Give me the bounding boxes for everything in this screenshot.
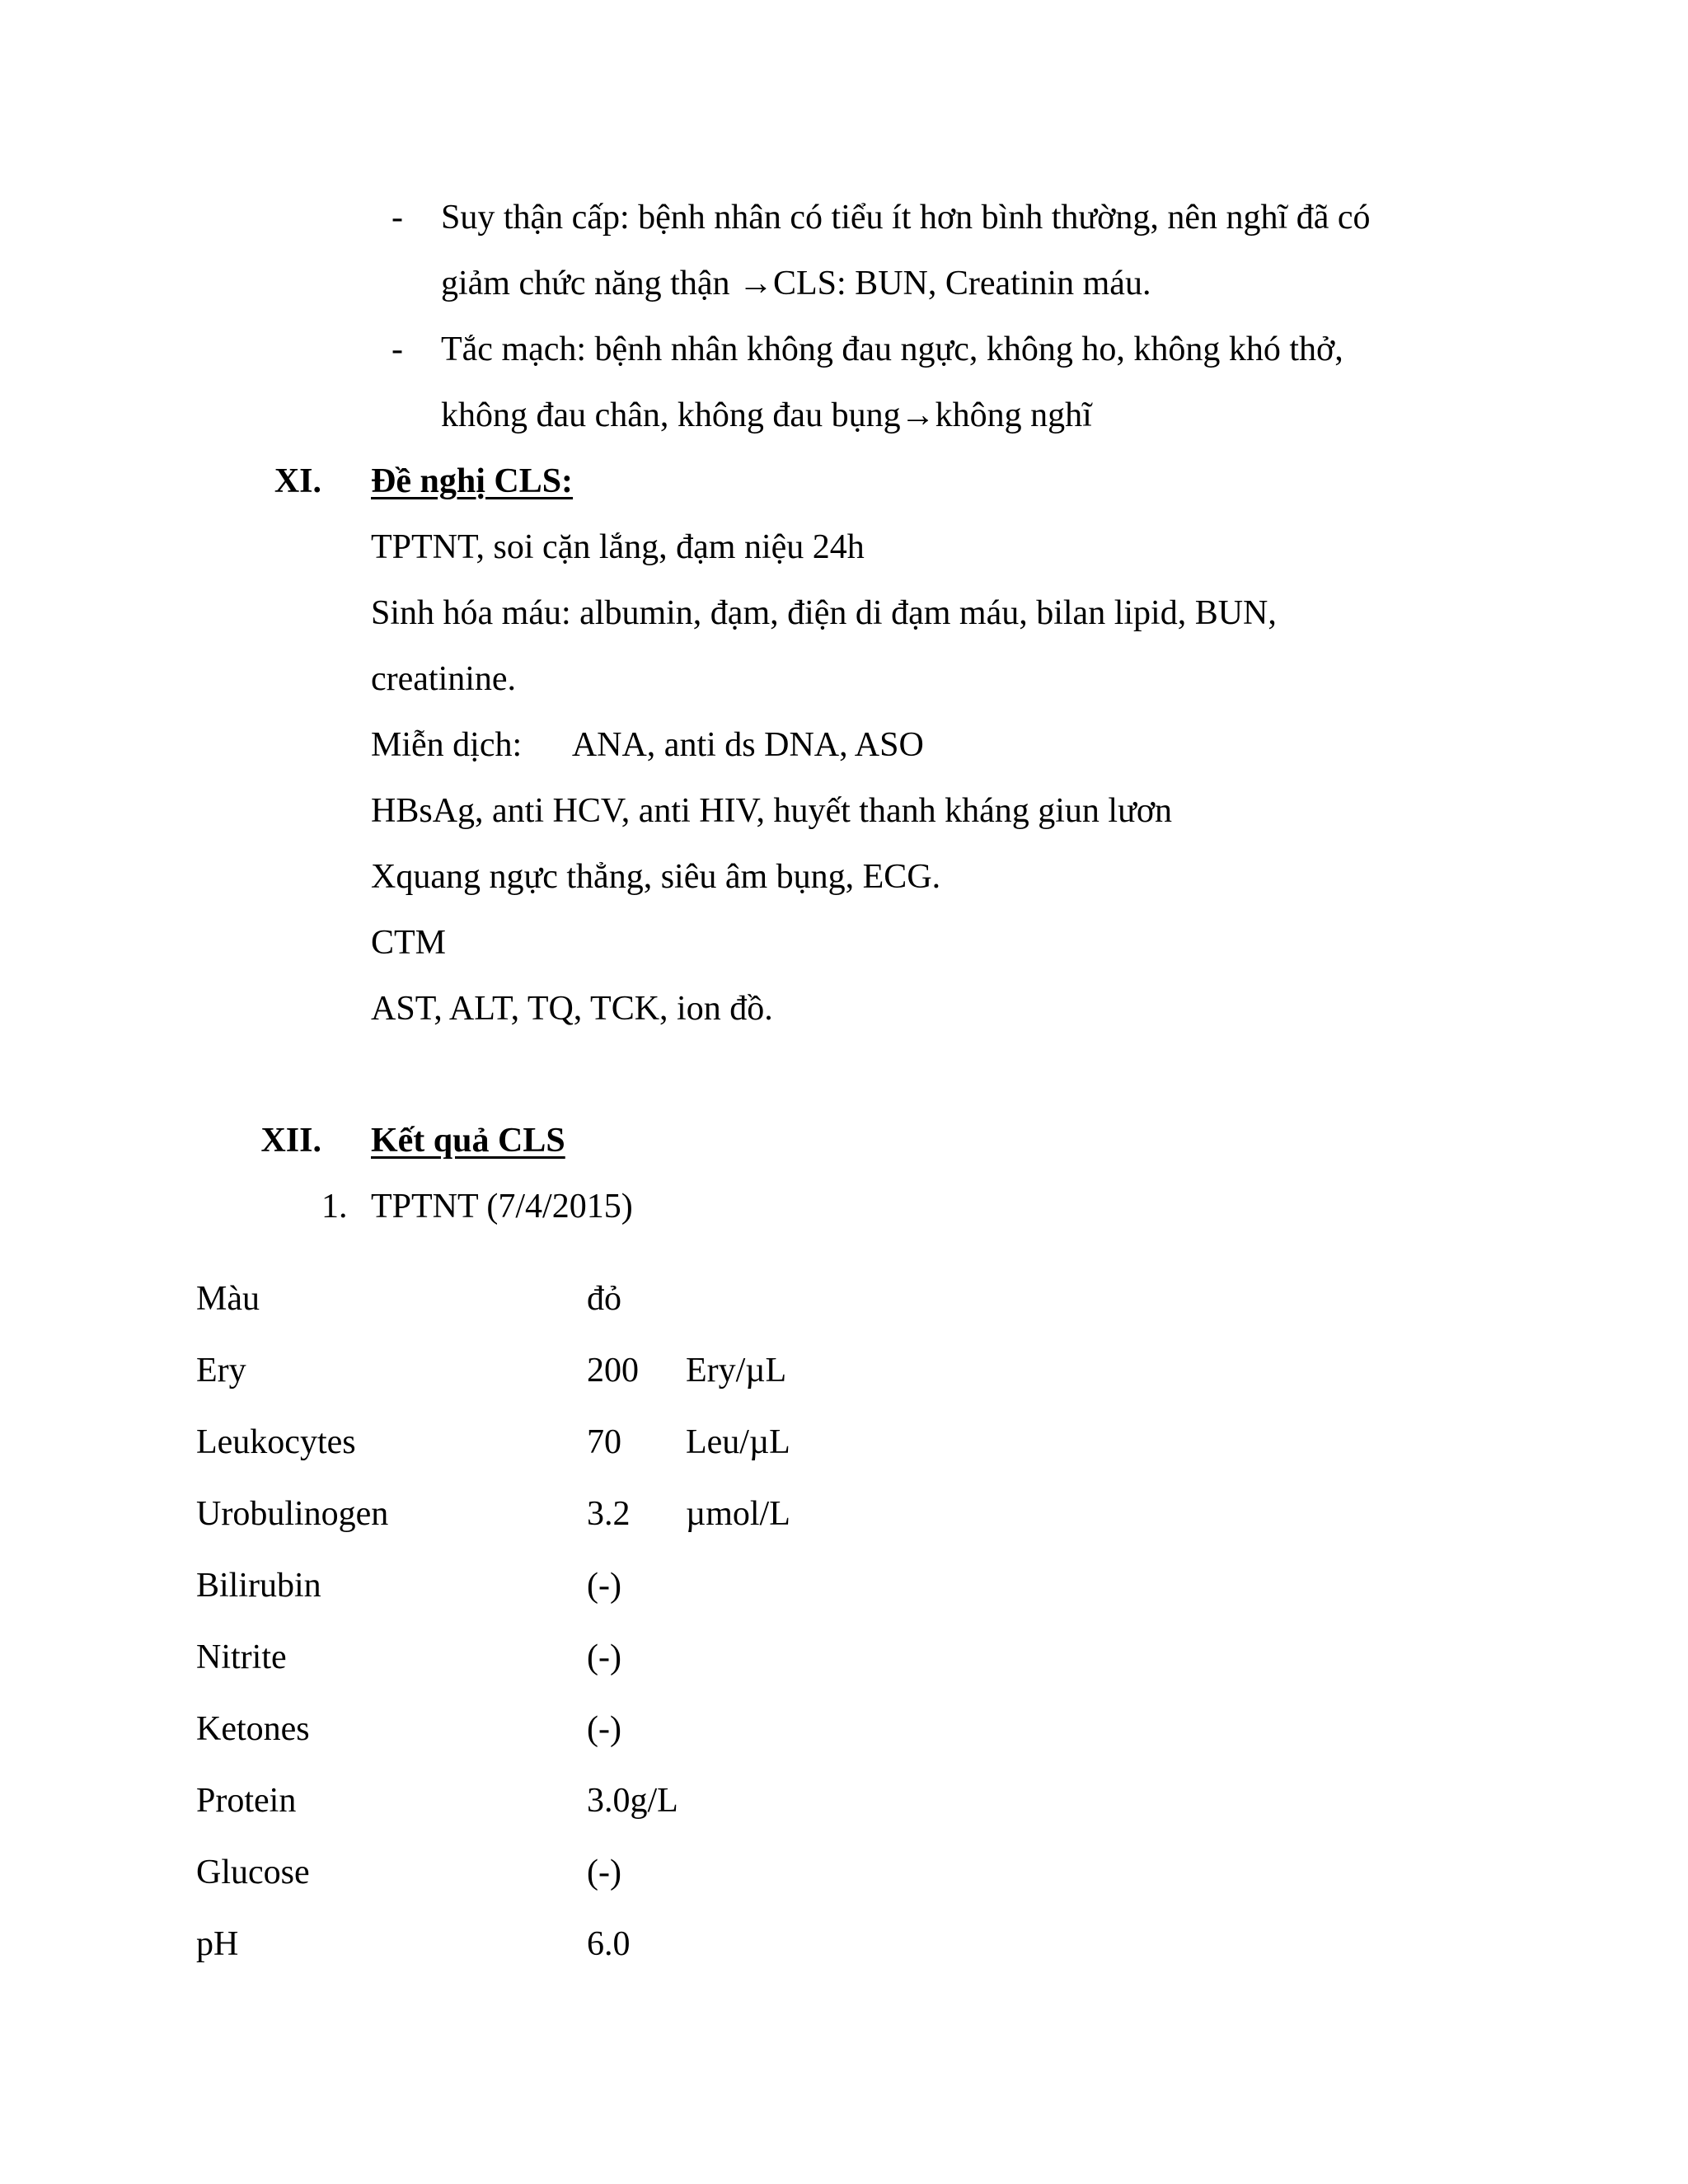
section-xi-title: Đề nghị CLS: <box>371 462 574 500</box>
row-value: 3.0g/L <box>587 1782 678 1820</box>
bullet-dash: - <box>392 199 403 237</box>
bullet-1-line-2: giảm chức năng thận →CLS: BUN, Creatinin máu. <box>441 265 1151 302</box>
bullet-2-line-1: Tắc mạch: bệnh nhân không đau ngực, không ho, không khó thở, <box>441 330 1343 368</box>
row-value: (-) <box>587 1638 621 1676</box>
row-unit: Leu/µL <box>686 1423 790 1461</box>
subsection-number: 1. <box>321 1188 348 1226</box>
row-value: (-) <box>587 1567 621 1605</box>
section-xi-line: Sinh hóa máu: albumin, đạm, điện di đạm máu, bilan lipid, BUN, <box>371 594 1277 632</box>
section-xi-line: Xquang ngực thẳng, siêu âm bụng, ECG. <box>371 858 941 896</box>
section-xi-line: CTM <box>371 924 447 962</box>
row-value: 70 <box>587 1423 621 1461</box>
row-label: pH <box>196 1925 239 1963</box>
section-xi-line: AST, ALT, TQ, TCK, ion đồ. <box>371 990 773 1028</box>
row-value: đỏ <box>587 1280 621 1318</box>
row-label: Bilirubin <box>196 1567 321 1605</box>
row-label: Glucose <box>196 1854 310 1891</box>
bullet-dash: - <box>392 330 403 368</box>
row-value: 3.2 <box>587 1495 631 1533</box>
section-xi-line: creatinine. <box>371 660 517 698</box>
row-label: Ketones <box>196 1710 310 1748</box>
row-value: (-) <box>587 1710 621 1748</box>
row-label: Protein <box>196 1782 297 1820</box>
section-xi-number: XI. <box>274 462 321 500</box>
section-xii-number: XII. <box>260 1122 321 1160</box>
row-label: Nitrite <box>196 1638 287 1676</box>
section-xi-line: Miễn dịch: ANA, anti ds DNA, ASO <box>371 726 924 764</box>
row-value: (-) <box>587 1854 621 1891</box>
row-label: Leukocytes <box>196 1423 356 1461</box>
bullet-1-line-1: Suy thận cấp: bệnh nhân có tiểu ít hơn bình thường, nên nghĩ đã có <box>441 199 1371 237</box>
row-unit: Ery/µL <box>686 1352 787 1390</box>
subsection-title: TPTNT (7/4/2015) <box>371 1188 633 1226</box>
row-label: Ery <box>196 1352 246 1390</box>
row-unit: µmol/L <box>686 1495 790 1533</box>
bullet-2-line-2: không đau chân, không đau bụng→không nghĩ <box>441 396 1092 434</box>
section-xii-title: Kết quả CLS <box>371 1122 565 1160</box>
row-label: Urobulinogen <box>196 1495 389 1533</box>
row-value: 6.0 <box>587 1925 631 1963</box>
row-value: 200 <box>587 1352 639 1390</box>
section-xi-line: HBsAg, anti HCV, anti HIV, huyết thanh kháng giun lươn <box>371 792 1173 830</box>
section-xi-line: TPTNT, soi cặn lắng, đạm niệu 24h <box>371 528 865 566</box>
row-label: Màu <box>196 1280 260 1318</box>
